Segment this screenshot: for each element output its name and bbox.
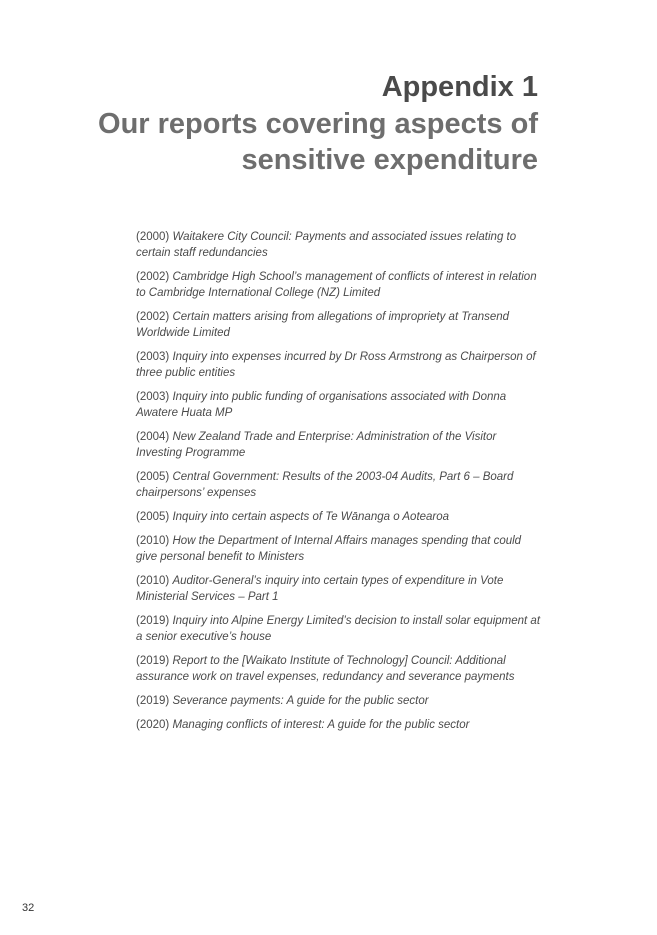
report-title: Managing conflicts of interest: A guide for the public sector (172, 719, 470, 731)
report-title: Inquiry into Alpine Energy Limited’s decision to install solar equipment at a senior executive’s house (136, 615, 541, 643)
report-year: (2010) (136, 535, 170, 547)
report-year: (2019) (136, 695, 170, 707)
report-year: (2002) (136, 271, 170, 283)
page-number: 32 (22, 902, 35, 914)
list-item (136, 653, 542, 685)
report-title: Severance payments: A guide for the public sector (172, 695, 429, 707)
report-year: (2004) (136, 431, 170, 443)
list-item (136, 389, 542, 421)
appendix-heading: Appendix 1 (381, 71, 538, 103)
report-year: (2002) (136, 311, 170, 323)
report-year: (2010) (136, 575, 170, 587)
list-item (136, 229, 542, 261)
report-year: (2000) (136, 231, 170, 243)
list-item (136, 717, 542, 733)
list-item (136, 573, 542, 605)
list-item (136, 613, 542, 645)
report-year: (2005) (136, 511, 170, 523)
list-item (136, 509, 542, 525)
page-title-line-1: Our reports covering aspects of (98, 108, 538, 140)
list-item (136, 429, 542, 461)
report-title: New Zealand Trade and Enterprise: Administration of the Visitor Investing Programme (136, 431, 497, 459)
report-title: Report to the [Waikato Institute of Technology] Council: Additional assurance work on travel expenses, redundancy and severance payments (136, 655, 515, 683)
report-year: (2005) (136, 471, 170, 483)
report-list (136, 229, 542, 741)
report-year: (2003) (136, 351, 170, 363)
report-title: Inquiry into public funding of organisations associated with Donna Awatere Huata MP (136, 391, 507, 419)
report-title: Inquiry into expenses incurred by Dr Ross Armstrong as Chairperson of three public entities (136, 351, 536, 379)
report-title: Waitakere City Council: Payments and associated issues relating to certain staff redundancies (136, 231, 517, 259)
report-title: Inquiry into certain aspects of Te Wānanga o Aotearoa (172, 511, 450, 523)
report-year: (2019) (136, 615, 170, 627)
list-item (136, 693, 542, 709)
list-item (136, 349, 542, 381)
report-year: (2003) (136, 391, 170, 403)
title-block (98, 68, 538, 178)
list-item (136, 533, 542, 565)
report-title: Central Government: Results of the 2003-04 Audits, Part 6 – Board chairpersons’ expenses (136, 471, 514, 499)
page-title-line-2: sensitive expenditure (241, 144, 538, 176)
list-item (136, 309, 542, 341)
report-title: How the Department of Internal Affairs manages spending that could give personal benefit to Ministers (136, 535, 522, 563)
report-title: Certain matters arising from allegations of impropriety at Transend Worldwide Limited (136, 311, 510, 339)
report-year: (2019) (136, 655, 170, 667)
report-title: Cambridge High School’s management of conflicts of interest in relation to Cambridge International College (NZ) Limited (136, 271, 537, 299)
report-title: Auditor-General’s inquiry into certain types of expenditure in Vote Ministerial Services – Part 1 (136, 575, 504, 603)
report-year: (2020) (136, 719, 170, 731)
list-item (136, 269, 542, 301)
list-item (136, 469, 542, 501)
